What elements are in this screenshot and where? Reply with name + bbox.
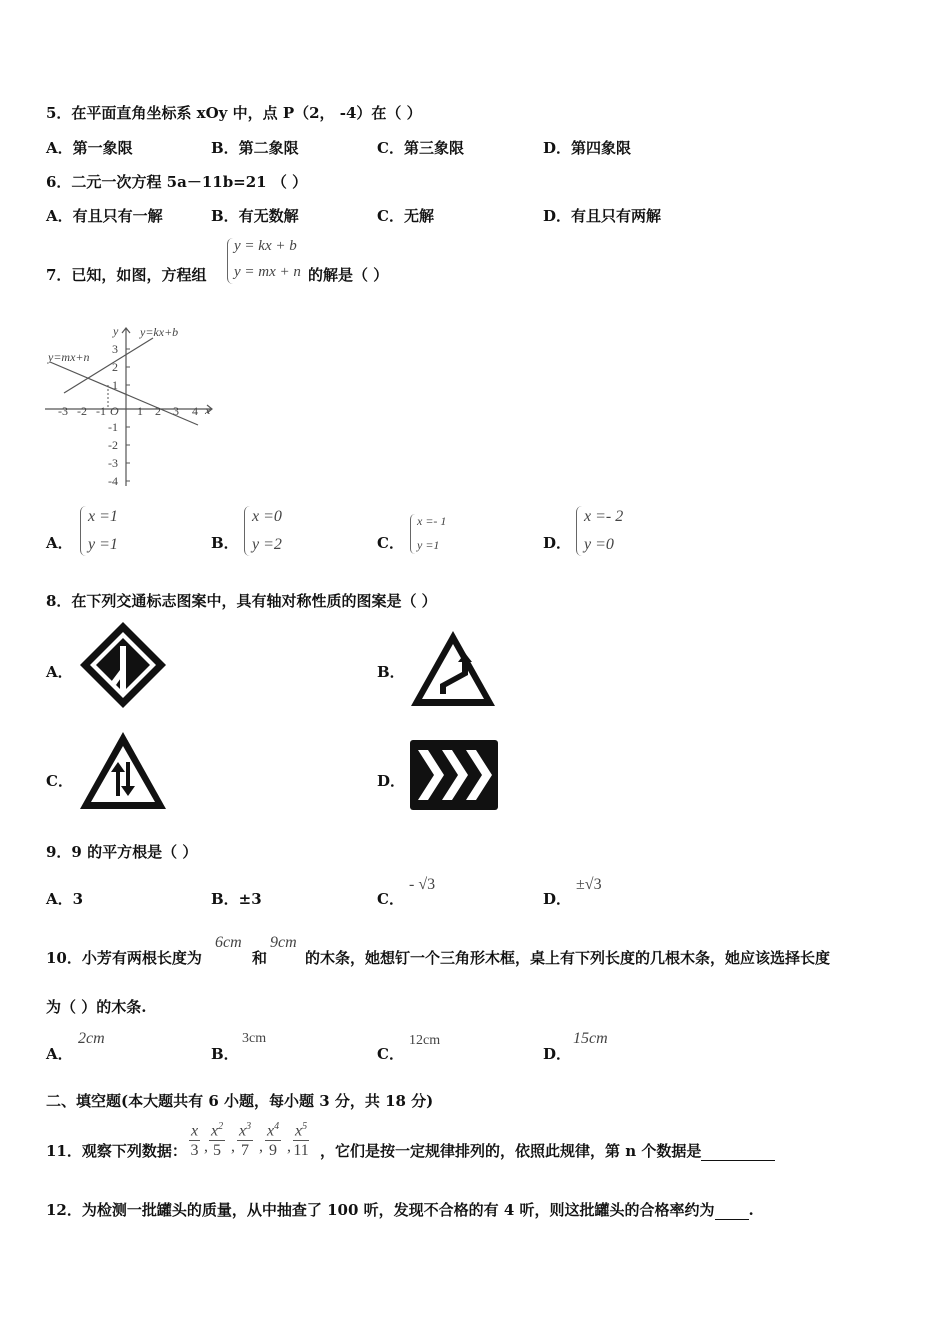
q5-option-c: C．第三象限 (377, 139, 464, 157)
q11-suffix: ，它们是按一定规律排列的，依照此规律，第 n 个数据是 (320, 1140, 775, 1161)
q8-stem: 8．在下列交通标志图案中，具有轴对称性质的图案是（ ） (46, 592, 437, 610)
q7-xtick: 4 (192, 404, 198, 418)
q10-option-b-value: 3cm (242, 1031, 267, 1046)
q10-len2: 9cm (270, 934, 297, 951)
q11-frac-num: $x^3$ (237, 1118, 253, 1141)
q7-xtick: 3 (173, 404, 179, 418)
q6-option-c: C．无解 (377, 207, 434, 225)
q11-comma: , (204, 1138, 208, 1155)
q9-option-d-math: ±√3 (576, 876, 602, 893)
q9-option-c-math: - √3 (409, 876, 436, 893)
q7-xtick: -3 (58, 404, 68, 418)
q7-y-label: y (113, 324, 119, 338)
q7-option-b-brace (244, 506, 250, 556)
q10-option-c-value: 12cm (409, 1033, 441, 1048)
q7-eq2: y = mx + n (234, 264, 301, 280)
q7-option-b-y: y =2 (252, 536, 282, 553)
q7-suffix: 的解是（ ） (308, 266, 389, 284)
q11-frac-den: 9 (269, 1142, 278, 1160)
q10-len1: 6cm (215, 934, 242, 951)
q10-option-c-letter: C． (377, 1045, 404, 1063)
q7-option-b-x: x =0 (252, 508, 282, 525)
q11-comma: , (287, 1138, 291, 1155)
q11-prefix: 11．观察下列数据： (46, 1142, 187, 1160)
q9-stem: 9．9 的平方根是（ ） (46, 843, 198, 861)
q11-frac-den: 5 (213, 1142, 222, 1160)
q7-option-a-y: y =1 (88, 536, 118, 553)
q7-system-brace (227, 238, 233, 284)
q11-frac-den: 11 (293, 1142, 309, 1160)
chevron-sign-icon (408, 738, 500, 812)
q7-xtick: 1 (137, 404, 143, 418)
q9-option-a: A．3 (46, 890, 84, 908)
q7-origin-label: O (110, 404, 119, 418)
q7-option-d-x: x =- 2 (584, 508, 624, 525)
q6-option-d: D．有且只有两解 (543, 207, 662, 225)
q5-option-a: A．第一象限 (46, 139, 133, 157)
q7-option-a-x: x =1 (88, 508, 118, 525)
q10-part1: 10．小芳有两根长度为 (46, 949, 202, 967)
q6-stem: 6．二元一次方程 5a－11b=21 （ ） (46, 173, 308, 191)
q7-option-c-y: y =1 (417, 538, 440, 552)
q7-option-d-brace (576, 506, 582, 556)
q11-fraction-1 (189, 1118, 200, 1161)
q10-part2: 的木条，她想钉一个三角形木框，桌上有下列长度的几根木条，她应该选择长度 (305, 949, 831, 967)
section-title: 二、填空题(本大题共有 6 小题，每小题 3 分，共 18 分) (46, 1092, 434, 1110)
q11-fraction-2 (209, 1118, 225, 1161)
q10-option-d-value: 15cm (573, 1030, 608, 1047)
q7-ytick: 1 (112, 378, 118, 392)
q7-xtick: -2 (77, 404, 87, 418)
q5-option-d: D．第四象限 (543, 139, 632, 157)
q7-option-c-x: x =- 1 (417, 514, 447, 528)
q11-comma: , (231, 1138, 235, 1155)
q7-option-c-brace (410, 514, 415, 554)
q11-fraction-5 (293, 1118, 309, 1161)
two-way-traffic-sign-icon (78, 730, 168, 812)
q7-ytick: 3 (112, 342, 118, 356)
q11-fraction-4 (265, 1118, 281, 1161)
q7-option-c-letter: C． (377, 534, 404, 552)
q7-option-d-letter: D． (543, 534, 572, 552)
q10-option-a-value: 2cm (78, 1030, 105, 1047)
q11-frac-num: $x^5$ (293, 1118, 309, 1141)
q6-option-a: A．有且只有一解 (46, 207, 163, 225)
q5-stem: 5．在平面直角坐标系 xOy 中，点 P（2， -4）在（ ） (46, 104, 422, 122)
q7-ytick: -4 (108, 474, 118, 488)
q7-line2-label: y=mx+n (48, 350, 90, 364)
q11-frac-num: $x^2$ (209, 1118, 225, 1141)
q8-option-d-letter: D． (377, 772, 406, 790)
q9-option-d: D． (543, 890, 572, 908)
q10-line2: 为（ ）的木条. (46, 998, 147, 1016)
q5-option-b: B．第二象限 (211, 139, 299, 157)
merge-road-sign-icon (78, 620, 168, 710)
q7-ytick: -1 (108, 420, 118, 434)
q11-comma: , (259, 1138, 263, 1155)
q7-xtick: -1 (96, 404, 106, 418)
q7-eq1: y = kx + b (234, 238, 297, 254)
q8-option-c-letter: C． (46, 772, 73, 790)
q11-frac-num: $x^4$ (265, 1118, 281, 1141)
q12-text: 12．为检测一批罐头的质量，从中抽查了 100 听，发现不合格的有 4 听，则这批罐头的合格率约为 . (46, 1201, 754, 1219)
q11-frac-num: x (189, 1118, 200, 1141)
q7-x-label: x (205, 403, 211, 417)
q7-option-a-brace (80, 506, 86, 556)
q10-and: 和 (252, 949, 268, 967)
q7-option-b-letter: B． (211, 534, 239, 552)
q11-frac-den: 3 (190, 1142, 199, 1160)
q9-option-c: C． (377, 890, 404, 908)
q11-fraction-3 (237, 1118, 253, 1161)
q7-ytick: 2 (112, 360, 118, 374)
q7-prefix: 7．已知，如图，方程组 (46, 266, 207, 284)
q7-ytick: -2 (108, 438, 118, 452)
q9-option-b: B．±3 (211, 890, 262, 908)
q7-ytick: -3 (108, 456, 118, 470)
q6-option-b: B．有无数解 (211, 207, 299, 225)
q7-option-a-letter: A． (46, 534, 73, 552)
q8-option-b-letter: B． (377, 663, 405, 681)
winding-road-sign-icon (408, 628, 498, 710)
q7-line1-label: y=kx+b (140, 325, 179, 339)
q8-option-a-letter: A． (46, 663, 73, 681)
q7-option-d-y: y =0 (584, 536, 614, 553)
q10-option-d-letter: D． (543, 1045, 572, 1063)
q7-coordinate-graph (40, 318, 230, 493)
q10-option-b-letter: B． (211, 1045, 239, 1063)
q7-xtick: 2 (155, 404, 161, 418)
q10-option-a-letter: A． (46, 1045, 73, 1063)
q11-frac-den: 7 (241, 1142, 250, 1160)
